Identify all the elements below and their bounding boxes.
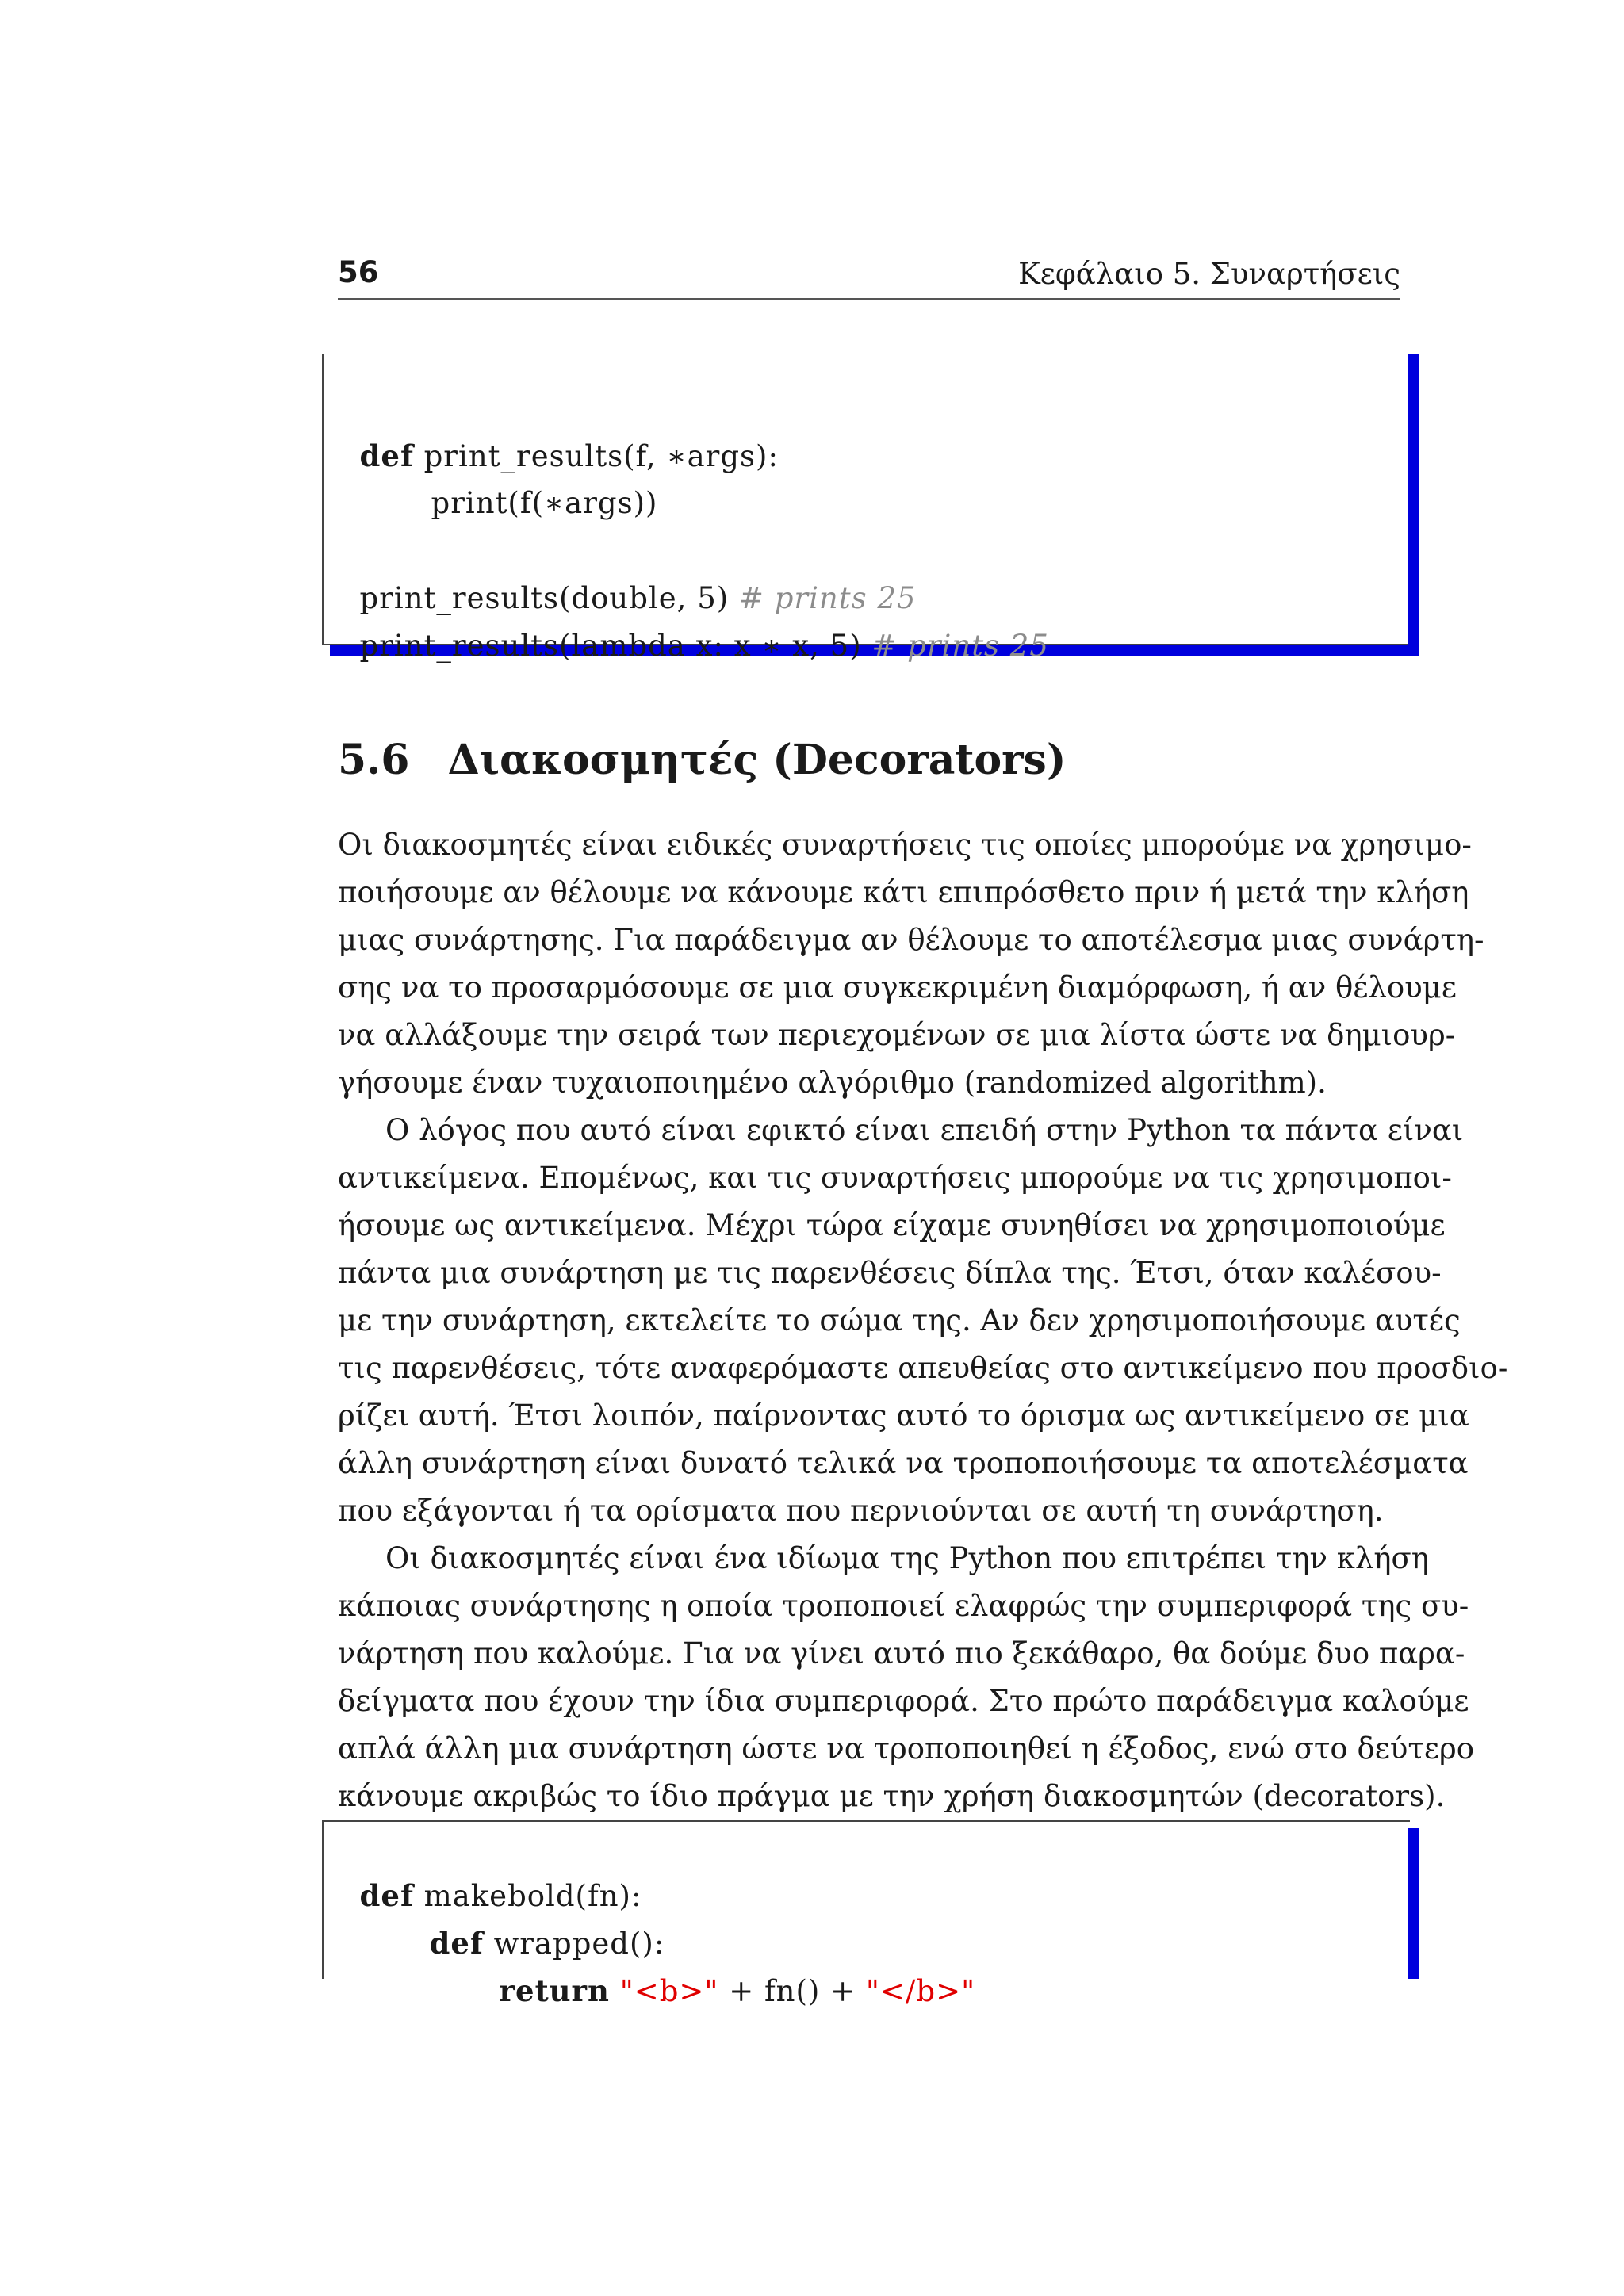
- section-number: 5.6: [338, 736, 410, 784]
- paragraph-line: αντικείμενα. Επομένως, και τις συναρτήσεις μπορούμε να τις χρησιμοποι-: [338, 1161, 1452, 1195]
- paragraph-line: ρίζει αυτή. Έτσι λοιπόν, παίρνοντας αυτό το όρισμα ως αντικείμενο σε μια: [338, 1399, 1469, 1433]
- code-line: [479, 1939, 975, 2008]
- paragraph-line: κάνουμε ακριβώς το ίδιο πράγμα με την χρήση διακοσμητών (decorators).: [338, 1779, 1446, 1813]
- code-frame-shadow-right: [1408, 354, 1419, 656]
- paragraph-line: ήσουμε ως αντικείμενα. Μέχρι τώρα είχαμε συνηθίσει να χρησιμοποιούμε: [338, 1208, 1446, 1242]
- paragraph-line: ποιήσουμε αν θέλουμε να κάνουμε κάτι επιπρόσθετο πριν ή μετά την κλήση: [338, 875, 1469, 909]
- paragraph-line: γήσουμε έναν τυχαιοποιημένο αλγόριθμο (randomized algorithm).: [338, 1066, 1327, 1100]
- code-text: wrapped():: [483, 1927, 665, 1961]
- code-keyword: return: [499, 1973, 610, 2008]
- paragraph-line: μιας συνάρτησης. Για παράδειγμα αν θέλουμε το αποτέλεσμα μιας συνάρτη-: [338, 923, 1484, 957]
- page-number: 56: [338, 255, 379, 289]
- code-text: print(f(∗args)): [431, 486, 658, 520]
- code-text: print_results(double, 5): [359, 581, 739, 615]
- paragraph-line: Οι διακοσμητές είναι ένα ιδίωμα της Python που επιτρέπει την κλήση: [385, 1541, 1429, 1575]
- code-string: "</b>": [865, 1974, 976, 2008]
- paragraph-line: σης να το προσαρμόσουμε σε μια συγκεκριμένη διαμόρφωση, ή αν θέλουμε: [338, 970, 1457, 1004]
- code-text: + fn() +: [718, 1974, 866, 2008]
- code-line: [411, 452, 657, 520]
- code-text: print_results(f, ∗args):: [413, 439, 779, 473]
- paragraph-line: Ο λόγος που αυτό είναι εφικτό είναι επειδή στην Python τα πάντα είναι: [385, 1113, 1464, 1147]
- code-keyword: def: [429, 1926, 484, 1961]
- section-title: Διακοσμητές (Decorators): [447, 736, 1067, 784]
- paragraph-line: τις παρενθέσεις, τότε αναφερόμαστε απευθείας στο αντικείμενο που προσδιο-: [338, 1351, 1508, 1385]
- code-keyword: def: [359, 1878, 414, 1913]
- chapter-title: Κεφάλαιο 5. Συναρτήσεις: [1018, 257, 1400, 291]
- code-comment: # prints 25: [871, 629, 1049, 663]
- paragraph-line: πάντα μια συνάρτηση με τις παρενθέσεις δίπλα της. Έτσι, όταν καλέσου-: [338, 1256, 1442, 1290]
- code-frame-shadow-right: [1408, 1828, 1419, 1979]
- running-header: [338, 255, 1400, 300]
- paragraph-line: που εξάγονται ή τα ορίσματα που περνιούνται σε αυτή τη συνάρτηση.: [338, 1494, 1384, 1528]
- code-keyword: def: [359, 438, 414, 473]
- code-text: makebold(fn):: [413, 1879, 642, 1913]
- paragraph-line: να αλλάξουμε την σειρά των περιεχομένων σε μια λίστα ώστε να δημιουρ-: [338, 1018, 1456, 1052]
- paragraph-line: με την συνάρτηση, εκτελείτε το σώμα της. Αν δεν χρησιμοποιήσουμε αυτές: [338, 1303, 1461, 1337]
- code-line: [339, 595, 1049, 663]
- code-comment: # prints 25: [738, 581, 917, 615]
- paragraph-line: δείγματα που έχουν την ίδια συμπεριφορά. Στο πρώτο παράδειγμα καλούμε: [338, 1684, 1469, 1718]
- paragraph-line: Οι διακοσμητές είναι ειδικές συναρτήσεις τις οποίες μπορούμε να χρησιμο-: [338, 828, 1472, 862]
- section-heading: [338, 736, 1066, 784]
- paragraph-line: νάρτηση που καλούμε. Για να γίνει αυτό πιο ξεκάθαρο, θα δούμε δυο παρα-: [338, 1636, 1465, 1670]
- code-string: "<b>": [609, 1974, 719, 2008]
- paragraph-line: κάποιας συνάρτησης η οποία τροποποιεί ελαφρώς την συμπεριφορά της συ-: [338, 1589, 1469, 1623]
- paragraph-line: άλλη συνάρτηση είναι δυνατό τελικά να τροποποιήσουμε τα αποτελέσματα: [338, 1446, 1469, 1480]
- paragraph-line: απλά άλλη μια συνάρτηση ώστε να τροποποιηθεί η έξοδος, ενώ στο δεύτερο: [338, 1732, 1475, 1766]
- code-text: print_results(lambda x: x ∗ x, 5): [359, 629, 872, 663]
